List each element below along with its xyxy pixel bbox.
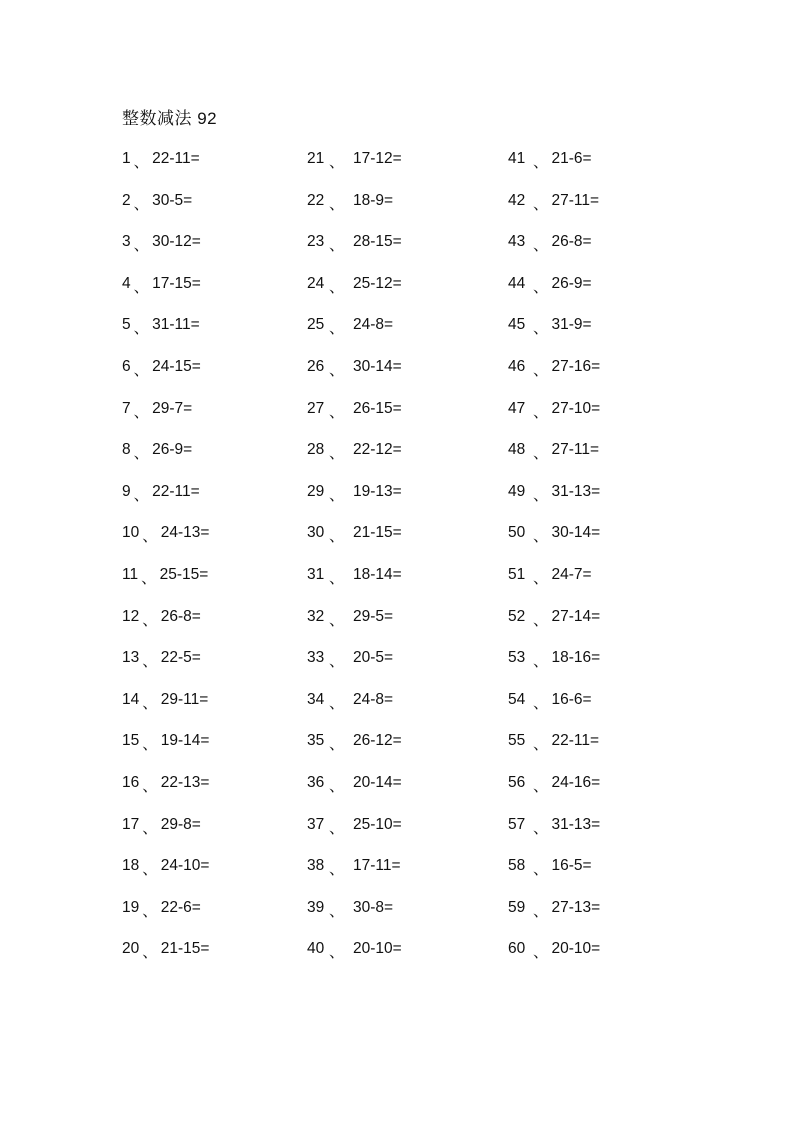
problem-separator: 、 bbox=[533, 320, 549, 338]
problem-item bbox=[508, 524, 600, 566]
problem-separator: 、 bbox=[329, 361, 345, 379]
problem-separator: 、 bbox=[533, 486, 549, 504]
problem-separator: 、 bbox=[133, 445, 150, 463]
problem-item bbox=[122, 816, 209, 858]
problem-number: 45 bbox=[508, 316, 526, 334]
problem-separator: 、 bbox=[133, 278, 150, 296]
problem-item bbox=[508, 358, 600, 400]
problem-item bbox=[508, 150, 600, 192]
problem-number: 44 bbox=[508, 274, 526, 292]
problem-separator: 、 bbox=[329, 861, 345, 879]
problem-item bbox=[307, 608, 402, 650]
problem-expression: 24-13= bbox=[160, 524, 210, 542]
problem-item bbox=[122, 857, 209, 899]
problem-expression: 25-12= bbox=[353, 274, 402, 292]
problem-item bbox=[508, 400, 600, 442]
problem-separator: 、 bbox=[329, 528, 345, 546]
problem-expression: 22-11= bbox=[152, 150, 200, 167]
problem-item bbox=[122, 400, 209, 442]
problem-separator: 、 bbox=[329, 195, 345, 213]
problem-expression: 22-13= bbox=[160, 773, 210, 791]
problem-item bbox=[508, 566, 600, 608]
problem-number: 19 bbox=[122, 898, 140, 916]
problem-expression: 30-14= bbox=[551, 524, 601, 542]
problem-expression: 20-10= bbox=[353, 940, 402, 958]
problem-number: 51 bbox=[508, 565, 526, 583]
problem-separator: 、 bbox=[133, 320, 150, 338]
problem-item bbox=[122, 358, 209, 400]
problem-item bbox=[122, 275, 209, 317]
problem-number: 42 bbox=[508, 191, 526, 209]
problem-separator: 、 bbox=[329, 237, 345, 255]
problem-separator: 、 bbox=[329, 403, 345, 421]
problem-column-1 bbox=[122, 150, 209, 982]
problem-expression: 26-8= bbox=[160, 607, 201, 625]
problem-separator: 、 bbox=[329, 777, 345, 795]
problem-item bbox=[307, 940, 402, 982]
problem-separator: 、 bbox=[133, 486, 150, 504]
problem-item bbox=[122, 566, 209, 608]
problem-separator: 、 bbox=[533, 819, 549, 837]
problem-separator: 、 bbox=[142, 611, 158, 629]
problem-item bbox=[307, 150, 402, 192]
problem-expression: 17-15= bbox=[152, 274, 201, 292]
problem-item bbox=[122, 608, 209, 650]
problem-column-3 bbox=[508, 150, 600, 982]
problem-separator: 、 bbox=[533, 902, 549, 920]
problem-number: 43 bbox=[508, 233, 526, 251]
problem-item bbox=[307, 774, 402, 816]
problem-item bbox=[307, 316, 402, 358]
problem-expression: 27-14= bbox=[551, 607, 601, 625]
problem-expression: 21-15= bbox=[160, 940, 210, 958]
problem-expression: 22-12= bbox=[353, 441, 402, 459]
problem-item bbox=[307, 857, 402, 899]
problem-number: 36 bbox=[307, 773, 325, 791]
problem-separator: 、 bbox=[533, 403, 549, 421]
problem-number: 49 bbox=[508, 482, 526, 500]
problem-expression: 25-15= bbox=[159, 565, 209, 583]
problem-number: 27 bbox=[307, 399, 325, 417]
problem-number: 20 bbox=[122, 940, 140, 958]
problem-number: 55 bbox=[508, 732, 526, 750]
problem-separator: 、 bbox=[133, 237, 150, 255]
problem-item bbox=[508, 192, 600, 234]
problem-number: 17 bbox=[122, 815, 140, 833]
problem-expression: 29-7= bbox=[152, 399, 193, 417]
problem-item bbox=[122, 940, 209, 982]
problem-number: 35 bbox=[307, 732, 325, 750]
problem-item bbox=[307, 400, 402, 442]
problem-expression: 27-11= bbox=[551, 191, 600, 209]
problem-expression: 20-5= bbox=[353, 649, 394, 667]
problem-expression: 16-6= bbox=[551, 690, 592, 708]
problem-expression: 26-9= bbox=[152, 441, 193, 459]
problem-item bbox=[122, 316, 209, 358]
problem-number: 10 bbox=[122, 524, 140, 542]
problem-item bbox=[508, 691, 600, 733]
problem-separator: 、 bbox=[141, 569, 157, 587]
problem-item bbox=[508, 483, 600, 525]
problem-expression: 18-14= bbox=[353, 565, 402, 583]
problem-separator: 、 bbox=[133, 361, 150, 379]
problem-item bbox=[122, 691, 209, 733]
problem-item bbox=[307, 899, 402, 941]
problem-item bbox=[307, 275, 402, 317]
problem-item bbox=[508, 857, 600, 899]
problem-separator: 、 bbox=[142, 861, 158, 879]
problem-item bbox=[508, 441, 600, 483]
problem-number: 11 bbox=[122, 565, 139, 583]
problem-item bbox=[307, 816, 402, 858]
problem-expression: 17-12= bbox=[353, 150, 402, 167]
problem-number: 56 bbox=[508, 773, 526, 791]
problem-expression: 20-10= bbox=[551, 940, 601, 958]
problem-expression: 30-14= bbox=[353, 357, 402, 375]
problem-number: 26 bbox=[307, 357, 325, 375]
problem-separator: 、 bbox=[142, 653, 158, 671]
problem-separator: 、 bbox=[142, 944, 158, 962]
problem-expression: 30-8= bbox=[353, 898, 394, 916]
problem-number: 37 bbox=[307, 815, 325, 833]
problem-separator: 、 bbox=[133, 403, 150, 421]
problem-item bbox=[508, 940, 600, 982]
problem-expression: 26-15= bbox=[353, 399, 402, 417]
problem-number: 29 bbox=[307, 482, 325, 500]
problem-number: 16 bbox=[122, 773, 140, 791]
problem-number: 52 bbox=[508, 607, 526, 625]
problem-number: 3 bbox=[122, 233, 131, 251]
problem-item bbox=[307, 566, 402, 608]
problem-expression: 22-6= bbox=[160, 898, 201, 916]
problem-number: 13 bbox=[122, 649, 140, 667]
problem-separator: 、 bbox=[533, 528, 549, 546]
problem-expression: 24-16= bbox=[551, 773, 601, 791]
problem-expression: 25-10= bbox=[353, 815, 402, 833]
problem-item bbox=[122, 524, 209, 566]
problem-number: 32 bbox=[307, 607, 325, 625]
problem-item bbox=[508, 732, 600, 774]
problem-number: 12 bbox=[122, 607, 140, 625]
problem-separator: 、 bbox=[533, 195, 549, 213]
problem-number: 30 bbox=[307, 524, 325, 542]
problem-item bbox=[307, 192, 402, 234]
problem-item bbox=[122, 899, 209, 941]
problem-separator: 、 bbox=[533, 944, 549, 962]
problem-item bbox=[307, 524, 402, 566]
problem-number: 7 bbox=[122, 399, 131, 417]
problem-item bbox=[307, 483, 402, 525]
problem-expression: 24-8= bbox=[353, 316, 394, 334]
problem-number: 59 bbox=[508, 898, 526, 916]
problem-expression: 31-13= bbox=[551, 815, 601, 833]
problem-number: 8 bbox=[122, 441, 131, 459]
problem-expression: 30-5= bbox=[152, 191, 193, 209]
problem-item bbox=[307, 691, 402, 733]
problem-expression: 29-11= bbox=[160, 690, 209, 708]
problem-number: 39 bbox=[307, 898, 325, 916]
problem-number: 60 bbox=[508, 940, 526, 958]
problem-number: 25 bbox=[307, 316, 325, 334]
problem-expression: 24-15= bbox=[152, 357, 201, 375]
problem-number: 24 bbox=[307, 274, 325, 292]
problem-item bbox=[307, 732, 402, 774]
problem-item bbox=[307, 233, 402, 275]
problem-expression: 21-15= bbox=[353, 524, 402, 542]
problem-separator: 、 bbox=[329, 486, 345, 504]
problem-expression: 19-14= bbox=[160, 732, 210, 750]
problem-separator: 、 bbox=[533, 653, 549, 671]
problem-item bbox=[307, 358, 402, 400]
problem-expression: 27-16= bbox=[551, 357, 601, 375]
problem-expression: 27-10= bbox=[551, 399, 601, 417]
problem-separator: 、 bbox=[533, 694, 549, 712]
problem-column-2 bbox=[307, 150, 402, 982]
problem-expression: 20-14= bbox=[353, 773, 402, 791]
problem-number: 31 bbox=[307, 565, 325, 583]
problem-item bbox=[122, 774, 209, 816]
problem-separator: 、 bbox=[533, 611, 549, 629]
problem-separator: 、 bbox=[142, 902, 158, 920]
problem-number: 28 bbox=[307, 441, 325, 459]
problem-number: 1 bbox=[122, 150, 131, 167]
problem-item bbox=[122, 150, 209, 192]
problem-expression: 18-16= bbox=[551, 649, 601, 667]
problem-number: 22 bbox=[307, 191, 325, 209]
problem-number: 58 bbox=[508, 857, 526, 875]
problem-separator: 、 bbox=[329, 278, 345, 296]
problem-item bbox=[122, 441, 209, 483]
problem-item bbox=[122, 483, 209, 525]
problem-separator: 、 bbox=[533, 278, 549, 296]
problem-separator: 、 bbox=[533, 445, 549, 463]
page-title: 整数减法 92 bbox=[122, 109, 218, 128]
problem-separator: 、 bbox=[329, 736, 345, 754]
problem-separator: 、 bbox=[142, 528, 158, 546]
problem-number: 18 bbox=[122, 857, 140, 875]
problem-expression: 27-13= bbox=[551, 898, 601, 916]
problem-expression: 29-5= bbox=[353, 607, 394, 625]
problem-separator: 、 bbox=[329, 694, 345, 712]
problem-expression: 26-8= bbox=[551, 233, 592, 251]
problem-expression: 29-8= bbox=[160, 815, 201, 833]
problem-separator: 、 bbox=[533, 777, 549, 795]
problem-expression: 19-13= bbox=[353, 482, 402, 500]
problem-expression: 22-5= bbox=[160, 649, 201, 667]
problem-expression: 22-11= bbox=[152, 482, 200, 500]
problem-number: 57 bbox=[508, 815, 526, 833]
problem-separator: 、 bbox=[329, 320, 345, 338]
problem-item bbox=[307, 649, 402, 691]
problem-expression: 26-12= bbox=[353, 732, 402, 750]
problem-number: 14 bbox=[122, 690, 140, 708]
problem-expression: 17-11= bbox=[353, 857, 401, 875]
problem-number: 9 bbox=[122, 482, 131, 500]
problem-separator: 、 bbox=[533, 154, 549, 171]
problem-separator: 、 bbox=[142, 777, 158, 795]
problem-expression: 28-15= bbox=[353, 233, 402, 251]
problem-number: 50 bbox=[508, 524, 526, 542]
problem-item bbox=[508, 608, 600, 650]
problem-number: 23 bbox=[307, 233, 325, 251]
problem-separator: 、 bbox=[533, 237, 549, 255]
problem-number: 6 bbox=[122, 357, 131, 375]
problem-separator: 、 bbox=[133, 154, 150, 171]
problem-number: 46 bbox=[508, 357, 526, 375]
problem-item bbox=[122, 192, 209, 234]
problem-expression: 30-12= bbox=[152, 233, 201, 251]
problem-separator: 、 bbox=[329, 653, 345, 671]
problem-separator: 、 bbox=[133, 195, 150, 213]
problem-separator: 、 bbox=[533, 861, 549, 879]
problem-item bbox=[508, 233, 600, 275]
problem-number: 4 bbox=[122, 274, 131, 292]
problem-item bbox=[508, 816, 600, 858]
problem-separator: 、 bbox=[329, 569, 345, 587]
problem-item bbox=[122, 649, 209, 691]
problem-expression: 16-5= bbox=[551, 857, 592, 875]
problem-number: 53 bbox=[508, 649, 526, 667]
problem-number: 48 bbox=[508, 441, 526, 459]
problem-expression: 26-9= bbox=[551, 274, 592, 292]
problem-number: 54 bbox=[508, 690, 526, 708]
problem-item bbox=[508, 774, 600, 816]
problem-expression: 21-6= bbox=[551, 150, 592, 167]
problem-item bbox=[122, 233, 209, 275]
problem-separator: 、 bbox=[142, 736, 158, 754]
problem-separator: 、 bbox=[329, 819, 345, 837]
problem-item bbox=[508, 649, 600, 691]
problem-number: 33 bbox=[307, 649, 325, 667]
problem-item bbox=[508, 316, 600, 358]
problem-number: 5 bbox=[122, 316, 131, 334]
problem-item bbox=[122, 732, 209, 774]
problem-number: 34 bbox=[307, 690, 325, 708]
problem-expression: 27-11= bbox=[551, 441, 600, 459]
problem-expression: 31-9= bbox=[551, 316, 592, 334]
problem-number: 15 bbox=[122, 732, 140, 750]
problem-expression: 31-11= bbox=[152, 316, 200, 334]
problem-separator: 、 bbox=[329, 445, 345, 463]
problem-expression: 24-8= bbox=[353, 690, 394, 708]
problem-separator: 、 bbox=[329, 154, 345, 171]
problem-number: 38 bbox=[307, 857, 325, 875]
problem-item bbox=[307, 441, 402, 483]
problem-number: 47 bbox=[508, 399, 526, 417]
problem-number: 41 bbox=[508, 150, 526, 167]
problem-separator: 、 bbox=[329, 944, 345, 962]
problem-expression: 24-7= bbox=[551, 565, 592, 583]
problem-number: 21 bbox=[307, 150, 325, 167]
problem-expression: 24-10= bbox=[160, 857, 210, 875]
problem-item bbox=[508, 275, 600, 317]
problem-separator: 、 bbox=[329, 902, 345, 920]
problem-expression: 18-9= bbox=[353, 191, 394, 209]
problem-separator: 、 bbox=[329, 611, 345, 629]
problem-number: 2 bbox=[122, 191, 131, 209]
problem-separator: 、 bbox=[533, 361, 549, 379]
problem-number: 40 bbox=[307, 940, 325, 958]
problem-separator: 、 bbox=[533, 736, 549, 754]
problem-expression: 31-13= bbox=[551, 482, 601, 500]
problem-separator: 、 bbox=[142, 819, 158, 837]
problem-expression: 22-11= bbox=[551, 732, 600, 750]
problem-item bbox=[508, 899, 600, 941]
problem-separator: 、 bbox=[533, 569, 549, 587]
problem-separator: 、 bbox=[142, 694, 158, 712]
